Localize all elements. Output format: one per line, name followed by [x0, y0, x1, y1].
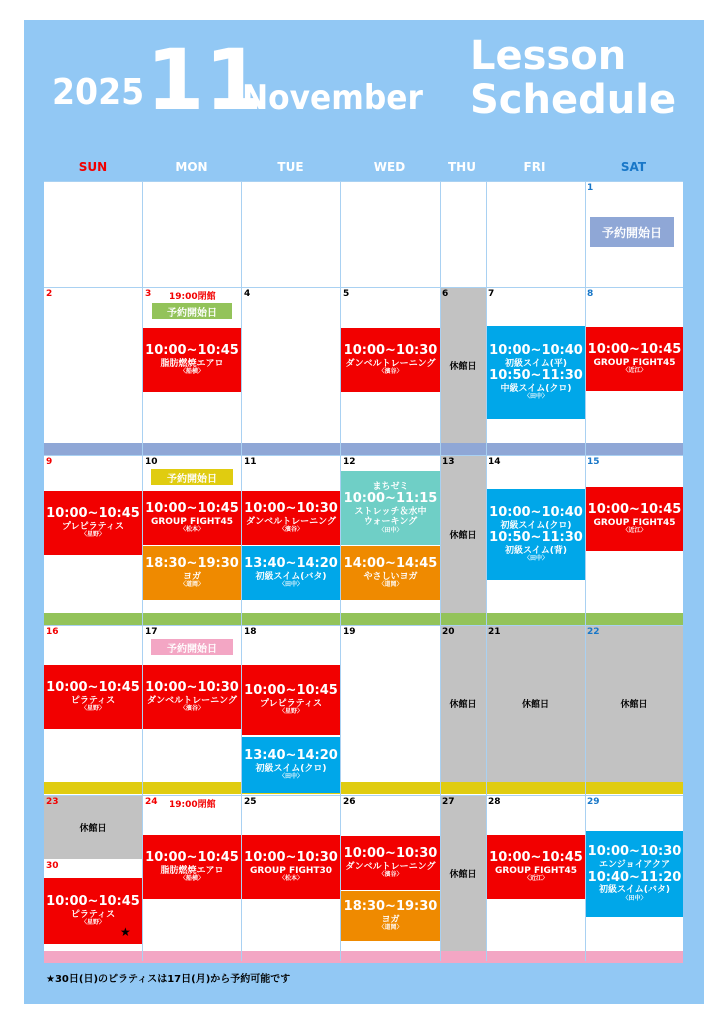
page-title: Lesson Schedule [470, 33, 677, 123]
lesson-8: 10:00~10:45 GROUP FIGHT45 〈近江〉 [586, 327, 683, 391]
closing-note: 19:00閉館 [169, 800, 216, 810]
closed-21: 休館日 [486, 625, 585, 782]
day-number: 15 [587, 457, 600, 467]
weekday-tue: TUE [277, 160, 304, 174]
lesson-7: 10:00~10:40 初級スイム(平) 10:50~11:30 中級スイム(クロ) 〈田中〉 [487, 326, 585, 419]
closed-27: 休館日 [440, 795, 486, 951]
month-number: 11 [146, 31, 263, 129]
lesson-16: 10:00~10:45 ピラティス 〈星野〉 [44, 665, 142, 729]
reservation-start-tag: 予約開始日 [151, 469, 233, 485]
lesson-18a: 10:00~10:45 プレピラティス 〈星野〉 [242, 665, 340, 735]
day-number: 22 [587, 627, 600, 637]
lesson-10a: 10:00~10:45 GROUP FIGHT45 〈松本〉 [143, 491, 241, 545]
day-number: 8 [587, 289, 594, 299]
lesson-24: 10:00~10:45 脂肪燃焼エアロ 〈船横〉 [143, 835, 241, 899]
day-number: 16 [46, 627, 59, 637]
closing-note: 19:00閉館 [169, 292, 216, 302]
day-number: 6 [442, 289, 449, 299]
weekday-thu: THU [448, 160, 476, 174]
day-number: 29 [587, 797, 600, 807]
day-number: 12 [343, 457, 356, 467]
lesson-18b: 13:40~14:20 初級スイム(クロ) 〈田中〉 [242, 737, 340, 793]
day-number: 11 [244, 457, 257, 467]
reservation-start-tag: 予約開始日 [152, 303, 232, 319]
day-number: 18 [244, 627, 257, 637]
day-number: 10 [145, 457, 158, 467]
day-number: 17 [145, 627, 158, 637]
day-number: 30 [46, 861, 59, 871]
reservation-start-tag: 予約開始日 [151, 639, 233, 655]
day-number: 14 [488, 457, 501, 467]
lesson-11b: 13:40~14:20 初級スイム(バタ) 〈田中〉 [242, 546, 340, 600]
day-number: 27 [442, 797, 455, 807]
lesson-3: 10:00~10:45 脂肪燃焼エアロ 〈船横〉 [143, 328, 241, 392]
lesson-26a: 10:00~10:30 ダンベルトレーニング 〈濱谷〉 [341, 836, 440, 890]
day-number: 2 [46, 289, 53, 299]
day-number: 1 [587, 183, 594, 193]
day-number: 23 [46, 797, 59, 807]
lesson-29: 10:00~10:30 エンジョイアクア 10:40~11:20 初級スイム(バタ) 〈田中〉 [586, 831, 683, 917]
lesson-9: 10:00~10:45 プレピラティス 〈星野〉 [44, 491, 142, 555]
week-bar-2 [44, 613, 683, 625]
reservation-start-tag: 予約開始日 [590, 217, 674, 247]
lesson-12b: 14:00~14:45 やさしいヨガ 〈道岡〉 [341, 546, 440, 600]
day-number: 9 [46, 457, 53, 467]
lesson-14: 10:00~10:40 初級スイム(クロ) 10:50~11:30 初級スイム(背) 〈田中〉 [487, 489, 585, 580]
lesson-17: 10:00~10:30 ダンベルトレーニング 〈濱谷〉 [143, 665, 241, 729]
lesson-15: 10:00~10:45 GROUP FIGHT45 〈近江〉 [586, 487, 683, 551]
day-number: 5 [343, 289, 350, 299]
day-number: 3 [145, 289, 152, 299]
calendar-grid [44, 181, 683, 961]
closed-6: 休館日 [440, 287, 486, 443]
day-number: 26 [343, 797, 356, 807]
closed-22: 休館日 [585, 625, 683, 782]
day-number: 21 [488, 627, 501, 637]
day-number: 4 [244, 289, 251, 299]
day-number: 19 [343, 627, 356, 637]
closed-20: 休館日 [440, 625, 486, 782]
star-icon: ★ [120, 925, 131, 939]
lesson-30: 10:00~10:45 ピラティス 〈星野〉 [44, 878, 142, 944]
lesson-5: 10:00~10:30 ダンベルトレーニング 〈濱谷〉 [341, 328, 440, 392]
lesson-25: 10:00~10:30 GROUP FIGHT30 〈松本〉 [242, 835, 340, 899]
lesson-10b: 18:30~19:30 ヨガ 〈道岡〉 [143, 546, 241, 600]
day-number: 24 [145, 797, 158, 807]
calendar-frame [24, 20, 704, 1004]
closed-23: 休館日 [44, 795, 142, 859]
weekday-fri: FRI [523, 160, 546, 174]
lesson-12a: まちゼミ 10:00~11:15 ストレッチ＆水中 ウォーキング 〈田中〉 [341, 471, 440, 545]
day-number: 7 [488, 289, 495, 299]
day-number: 28 [488, 797, 501, 807]
weekday-mon: MON [175, 160, 208, 174]
day-number: 20 [442, 627, 455, 637]
weekday-sat: SAT [620, 160, 647, 174]
month-name: November [242, 78, 423, 118]
footnote: ★30日(日)のピラティスは17日(月)から予約可能です [46, 974, 291, 985]
day-number: 13 [442, 457, 455, 467]
year: 2025 [52, 72, 145, 113]
week-bar-1 [44, 443, 683, 455]
day-number: 25 [244, 797, 257, 807]
closed-13: 休館日 [440, 455, 486, 613]
lesson-26b: 18:30~19:30 ヨガ 〈道岡〉 [341, 891, 440, 941]
lesson-11a: 10:00~10:30 ダンベルトレーニング 〈濱谷〉 [242, 491, 340, 545]
weekday-sun: SUN [78, 160, 108, 174]
week-bar-4 [44, 951, 683, 963]
weekday-wed: WED [373, 160, 406, 174]
lesson-28: 10:00~10:45 GROUP FIGHT45 〈近江〉 [487, 835, 585, 899]
week-bar-3 [44, 782, 683, 794]
